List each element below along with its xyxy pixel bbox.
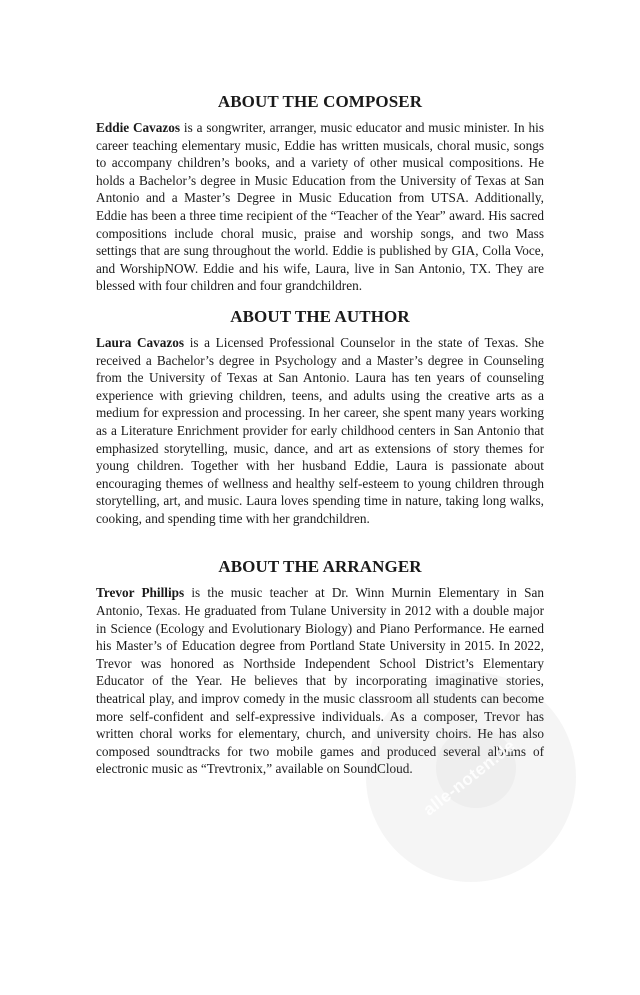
about-composer-section [96, 92, 544, 295]
about-arranger-section [96, 557, 544, 778]
author-bio-text: is a Licensed Professional Counselor in the state of Texas. She received a Bachelor’s degree in Psychology and a Master’s degree in Counseling from the University of Texas at San Antonio. Laura has ten years of counseling experience with grieving children, teens, and adults using the creative arts as a medium for expression and processing. In her career, she spent many years working as a Literature Enrichment provider for early childhood centers in San Antonio that emphasized storytelling, music, dance, and art as extensions of story themes for young children. Together with her husband Eddie, Laura is passionate about encouraging themes of wellness and healthy self-esteem to young children through storytelling, art, and music. Laura loves spending time in nature, taking long walks, cooking, and spending time with her grandchildren. [96, 334, 544, 526]
about-author-heading: ABOUT THE AUTHOR [230, 306, 410, 326]
about-author-section [96, 307, 544, 528]
arranger-bio-text: is the music teacher at Dr. Winn Murnin Elementary in San Antonio, Texas. He graduated from Tulane University in 2012 with a double major in Science (Ecology and Evolutionary Biology) and Piano Performance. He earned his Master’s of Education degree from Portland State University in 2015. In 2022, Trevor was honored as Northside Independent School District’s Elementary Educator of the Year. He believes that by incorporating imaginative stories, theatrical play, and improv comedy in the music classroom all students can become more self-confident and self-expressive individuals. As a composer, Trevor has written choral works for elementary, church, and university choirs. He has also composed soundtracks for two mobile games and produced several albums of electronic music as “Trevtronix,” available on SoundCloud. [96, 585, 545, 777]
author-name: Laura Cavazos [96, 334, 185, 350]
watermark-text: alle-noten.de [419, 735, 520, 820]
about-composer-heading: ABOUT THE COMPOSER [217, 92, 423, 111]
page-content [96, 92, 544, 778]
composer-bio [96, 119, 544, 295]
composer-name: Eddie Cavazos [96, 120, 181, 135]
arranger-bio [96, 584, 544, 778]
composer-bio-text: is a songwriter, arranger, music educator and music minister. In his career teaching elementary music, Eddie has written musicals, choral music, songs to accompany children’s books, and a variety of other musical compositions. He holds a Bachelor’s degree in Music Education from the University of Texas at San Antonio and a Master’s Degree in Music Education from UTSA. Additionally, Eddie has been a three time recipient of the “Teacher of the Year” award. His sacred compositions include choral music, praise and worship songs, and two Mass settings that are sung throughout the world. Eddie is published by GIA, Colla Voce, and WorshipNOW. Eddie and his wife, Laura, live in San Antonio, TX. They are blessed with four children and four grandchildren. [96, 120, 544, 294]
arranger-name: Trevor Phillips [96, 585, 185, 601]
about-arranger-heading: ABOUT THE ARRANGER [218, 557, 422, 577]
author-bio [96, 334, 544, 528]
